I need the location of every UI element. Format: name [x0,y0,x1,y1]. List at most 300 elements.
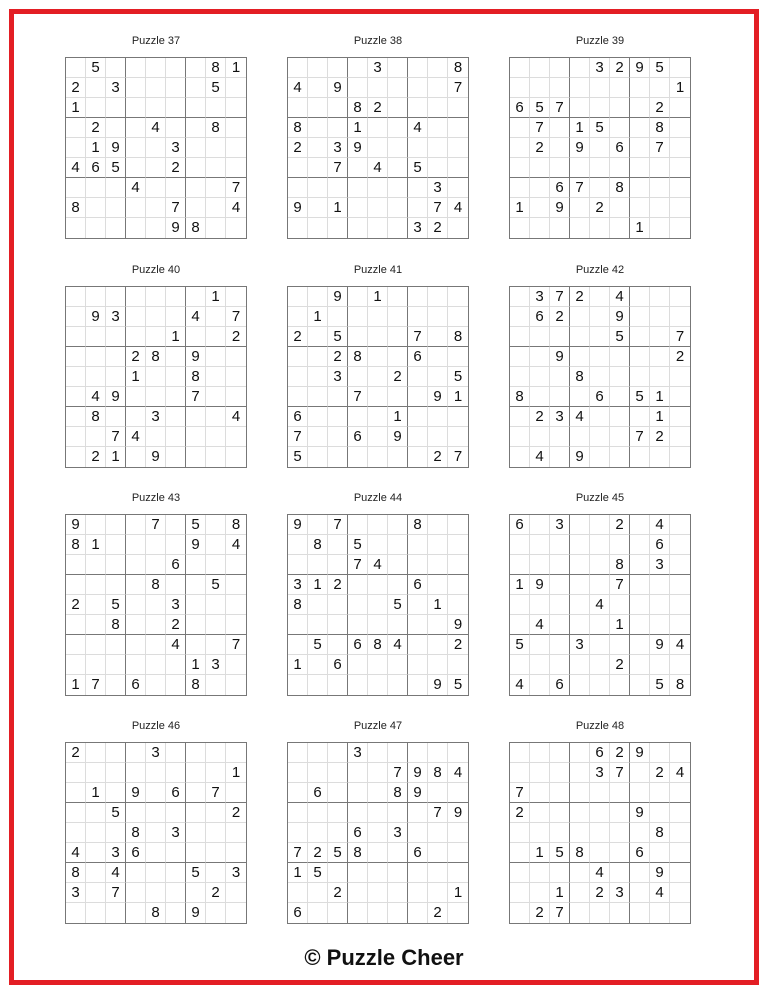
sudoku-cell[interactable]: 9 [650,635,670,655]
sudoku-cell[interactable] [650,158,670,178]
sudoku-cell[interactable] [650,595,670,615]
sudoku-cell[interactable] [126,803,146,823]
sudoku-cell[interactable] [570,575,590,595]
sudoku-cell[interactable]: 2 [530,903,550,923]
sudoku-cell[interactable] [106,743,126,763]
sudoku-cell[interactable] [550,118,570,138]
sudoku-cell[interactable] [226,555,246,575]
sudoku-cell[interactable] [388,327,408,347]
sudoku-cell[interactable] [328,98,348,118]
sudoku-cell[interactable]: 7 [288,843,308,863]
sudoku-cell[interactable] [206,387,226,407]
sudoku-cell[interactable] [550,655,570,675]
sudoku-cell[interactable]: 7 [670,327,690,347]
sudoku-cell[interactable]: 7 [550,287,570,307]
sudoku-cell[interactable]: 3 [590,58,610,78]
sudoku-cell[interactable] [126,327,146,347]
sudoku-cell[interactable]: 7 [226,307,246,327]
sudoku-cell[interactable] [226,903,246,923]
sudoku-cell[interactable]: 5 [308,635,328,655]
sudoku-cell[interactable]: 8 [206,58,226,78]
sudoku-cell[interactable] [106,515,126,535]
sudoku-cell[interactable] [288,58,308,78]
sudoku-cell[interactable]: 9 [448,615,468,635]
sudoku-cell[interactable] [368,307,388,327]
sudoku-cell[interactable] [66,118,86,138]
sudoku-cell[interactable] [126,447,146,467]
sudoku-cell[interactable] [670,883,690,903]
sudoku-cell[interactable] [630,138,650,158]
sudoku-cell[interactable] [106,903,126,923]
sudoku-cell[interactable]: 2 [428,903,448,923]
sudoku-cell[interactable] [670,387,690,407]
sudoku-cell[interactable] [670,407,690,427]
sudoku-cell[interactable]: 8 [126,823,146,843]
sudoku-cell[interactable]: 6 [308,783,328,803]
sudoku-cell[interactable] [510,615,530,635]
sudoku-cell[interactable]: 8 [675,676,685,693]
sudoku-cell[interactable]: 5 [630,387,650,407]
sudoku-cell[interactable] [186,78,206,98]
sudoku-cell[interactable] [186,595,206,615]
sudoku-cell[interactable]: 1 [388,407,408,427]
sudoku-cell[interactable] [126,903,146,923]
sudoku-cell[interactable]: 8 [146,347,166,367]
sudoku-cell[interactable] [590,903,610,923]
sudoku-cell[interactable] [408,287,428,307]
sudoku-cell[interactable] [510,158,530,178]
sudoku-cell[interactable] [368,863,388,883]
sudoku-cell[interactable]: 7 [530,118,550,138]
sudoku-cell[interactable] [428,843,448,863]
sudoku-cell[interactable] [428,78,448,98]
sudoku-cell[interactable]: 9 [126,783,146,803]
sudoku-cell[interactable] [510,595,530,615]
sudoku-cell[interactable]: 5 [590,118,610,138]
sudoku-cell[interactable] [388,515,408,535]
sudoku-cell[interactable] [348,198,368,218]
sudoku-cell[interactable] [368,675,388,695]
sudoku-cell[interactable] [106,178,126,198]
sudoku-cell[interactable]: 2 [328,575,348,595]
sudoku-cell[interactable]: 3 [166,823,186,843]
sudoku-cell[interactable] [570,218,590,238]
sudoku-cell[interactable] [206,595,226,615]
sudoku-cell[interactable] [146,307,166,327]
sudoku-cell[interactable] [630,575,650,595]
sudoku-cell[interactable] [86,883,106,903]
sudoku-cell[interactable] [630,883,650,903]
sudoku-cell[interactable] [126,307,146,327]
sudoku-cell[interactable] [428,98,448,118]
sudoku-cell[interactable] [328,615,348,635]
sudoku-cell[interactable] [650,78,670,98]
sudoku-cell[interactable] [550,218,570,238]
sudoku-cell[interactable] [288,98,308,118]
sudoku-cell[interactable] [630,447,650,467]
sudoku-cell[interactable] [146,535,166,555]
sudoku-cell[interactable] [166,307,186,327]
sudoku-cell[interactable] [448,178,468,198]
sudoku-cell[interactable] [186,555,206,575]
sudoku-cell[interactable] [388,138,408,158]
sudoku-cell[interactable]: 7 [570,178,590,198]
sudoku-cell[interactable] [106,347,126,367]
sudoku-cell[interactable] [408,675,428,695]
sudoku-cell[interactable] [388,655,408,675]
sudoku-cell[interactable] [348,595,368,615]
sudoku-cell[interactable] [206,198,226,218]
sudoku-cell[interactable] [166,407,186,427]
sudoku-cell[interactable]: 4 [388,635,408,655]
sudoku-cell[interactable] [670,575,690,595]
sudoku-cell[interactable]: 3 [590,763,610,783]
sudoku-cell[interactable] [550,763,570,783]
sudoku-cell[interactable]: 7 [86,675,106,695]
sudoku-cell[interactable]: 1 [186,655,206,675]
sudoku-cell[interactable]: 9 [186,347,206,367]
sudoku-cell[interactable] [348,218,368,238]
sudoku-cell[interactable] [126,58,146,78]
sudoku-cell[interactable] [186,447,206,467]
sudoku-cell[interactable] [570,863,590,883]
sudoku-cell[interactable] [408,58,428,78]
sudoku-cell[interactable] [408,743,428,763]
sudoku-cell[interactable] [288,615,308,635]
sudoku-cell[interactable] [610,595,630,615]
sudoku-cell[interactable] [630,287,650,307]
sudoku-cell[interactable] [348,863,368,883]
sudoku-cell[interactable]: 6 [610,138,630,158]
sudoku-cell[interactable] [630,555,650,575]
sudoku-cell[interactable]: 9 [166,218,186,238]
sudoku-cell[interactable] [348,575,368,595]
sudoku-cell[interactable] [348,158,368,178]
sudoku-cell[interactable] [530,743,550,763]
sudoku-cell[interactable] [166,883,186,903]
sudoku-cell[interactable] [570,535,590,555]
sudoku-cell[interactable] [106,367,126,387]
sudoku-cell[interactable]: 5 [308,863,328,883]
sudoku-cell[interactable] [206,427,226,447]
sudoku-cell[interactable] [448,535,468,555]
sudoku-cell[interactable] [388,158,408,178]
sudoku-cell[interactable] [448,575,468,595]
sudoku-cell[interactable] [368,535,388,555]
sudoku-cell[interactable]: 6 [126,675,146,695]
sudoku-cell[interactable] [610,675,630,695]
sudoku-cell[interactable] [106,783,126,803]
sudoku-cell[interactable]: 5 [550,843,570,863]
sudoku-cell[interactable] [126,615,146,635]
sudoku-cell[interactable] [630,347,650,367]
sudoku-cell[interactable]: 2 [650,763,670,783]
sudoku-cell[interactable] [630,178,650,198]
sudoku-cell[interactable] [530,823,550,843]
sudoku-cell[interactable] [348,655,368,675]
sudoku-cell[interactable] [670,515,690,535]
sudoku-cell[interactable]: 3 [428,178,448,198]
sudoku-cell[interactable] [610,347,630,367]
sudoku-cell[interactable] [448,118,468,138]
sudoku-cell[interactable]: 2 [126,347,146,367]
sudoku-cell[interactable]: 4 [66,158,86,178]
sudoku-cell[interactable] [308,118,328,138]
sudoku-cell[interactable] [146,327,166,347]
sudoku-cell[interactable] [550,823,570,843]
sudoku-cell[interactable] [530,387,550,407]
sudoku-cell[interactable] [570,347,590,367]
sudoku-cell[interactable] [570,58,590,78]
sudoku-cell[interactable] [226,367,246,387]
sudoku-cell[interactable]: 9 [146,447,166,467]
sudoku-cell[interactable] [186,198,206,218]
sudoku-cell[interactable] [670,118,690,138]
sudoku-cell[interactable]: 2 [226,327,246,347]
sudoku-cell[interactable] [146,158,166,178]
sudoku-cell[interactable] [448,823,468,843]
sudoku-cell[interactable]: 7 [226,178,246,198]
sudoku-cell[interactable]: 3 [106,78,126,98]
sudoku-cell[interactable] [348,367,368,387]
sudoku-cell[interactable] [530,347,550,367]
sudoku-cell[interactable] [166,863,186,883]
sudoku-cell[interactable] [368,743,388,763]
sudoku-cell[interactable]: 1 [630,218,650,238]
sudoku-cell[interactable]: 2 [288,138,308,158]
sudoku-cell[interactable]: 9 [86,307,106,327]
sudoku-cell[interactable]: 1 [670,78,690,98]
sudoku-cell[interactable] [226,427,246,447]
sudoku-cell[interactable] [206,347,226,367]
sudoku-cell[interactable] [226,883,246,903]
sudoku-cell[interactable] [368,883,388,903]
sudoku-cell[interactable] [288,555,308,575]
sudoku-cell[interactable] [670,843,690,863]
sudoku-cell[interactable] [86,555,106,575]
sudoku-cell[interactable]: 1 [570,118,590,138]
sudoku-cell[interactable]: 2 [670,347,690,367]
sudoku-cell[interactable] [66,58,86,78]
sudoku-cell[interactable] [308,427,328,447]
sudoku-cell[interactable] [106,575,126,595]
sudoku-cell[interactable]: 3 [288,575,308,595]
sudoku-cell[interactable] [650,903,670,923]
sudoku-cell[interactable] [328,595,348,615]
sudoku-cell[interactable] [166,287,186,307]
sudoku-cell[interactable] [206,863,226,883]
sudoku-cell[interactable]: 4 [408,118,428,138]
sudoku-cell[interactable] [670,595,690,615]
sudoku-cell[interactable] [308,515,328,535]
sudoku-cell[interactable] [550,327,570,347]
sudoku-cell[interactable] [630,903,650,923]
sudoku-cell[interactable] [388,447,408,467]
sudoku-cell[interactable] [226,78,246,98]
sudoku-cell[interactable] [146,98,166,118]
sudoku-cell[interactable] [550,575,570,595]
sudoku-cell[interactable] [590,178,610,198]
sudoku-cell[interactable] [388,555,408,575]
sudoku-cell[interactable]: 9 [348,138,368,158]
sudoku-cell[interactable] [448,307,468,327]
sudoku-cell[interactable] [530,58,550,78]
sudoku-cell[interactable]: 2 [530,407,550,427]
sudoku-cell[interactable] [166,675,186,695]
sudoku-cell[interactable]: 2 [86,447,106,467]
sudoku-cell[interactable] [570,327,590,347]
sudoku-cell[interactable] [408,78,428,98]
sudoku-cell[interactable] [448,218,468,238]
sudoku-cell[interactable] [106,655,126,675]
sudoku-cell[interactable] [590,635,610,655]
sudoku-cell[interactable]: 6 [166,555,186,575]
sudoku-cell[interactable] [86,635,106,655]
sudoku-cell[interactable]: 4 [86,387,106,407]
sudoku-cell[interactable] [590,843,610,863]
sudoku-cell[interactable]: 5 [86,58,106,78]
sudoku-cell[interactable]: 2 [650,427,670,447]
sudoku-cell[interactable] [86,595,106,615]
sudoku-cell[interactable] [590,427,610,447]
sudoku-cell[interactable]: 9 [448,803,468,823]
sudoku-cell[interactable]: 8 [66,198,86,218]
sudoku-cell[interactable] [570,158,590,178]
sudoku-cell[interactable] [126,575,146,595]
sudoku-cell[interactable] [308,655,328,675]
sudoku-cell[interactable] [368,763,388,783]
sudoku-cell[interactable]: 3 [650,555,670,575]
sudoku-cell[interactable] [66,427,86,447]
sudoku-cell[interactable] [146,783,166,803]
sudoku-cell[interactable] [368,447,388,467]
sudoku-cell[interactable]: 1 [288,655,308,675]
sudoku-cell[interactable]: 3 [530,287,550,307]
sudoku-cell[interactable]: 1 [328,198,348,218]
sudoku-cell[interactable] [590,615,610,635]
sudoku-cell[interactable] [368,407,388,427]
sudoku-cell[interactable] [206,98,226,118]
sudoku-cell[interactable]: 3 [166,138,186,158]
sudoku-cell[interactable]: 4 [590,595,610,615]
sudoku-cell[interactable] [126,763,146,783]
sudoku-cell[interactable]: 1 [288,863,308,883]
sudoku-cell[interactable] [610,218,630,238]
sudoku-cell[interactable] [308,178,328,198]
sudoku-cell[interactable] [348,803,368,823]
sudoku-cell[interactable] [530,675,550,695]
sudoku-cell[interactable] [186,783,206,803]
sudoku-cell[interactable] [670,803,690,823]
sudoku-cell[interactable] [206,903,226,923]
sudoku-cell[interactable] [630,118,650,138]
sudoku-cell[interactable]: 5 [388,595,408,615]
sudoku-cell[interactable] [186,883,206,903]
sudoku-cell[interactable]: 2 [66,743,86,763]
sudoku-cell[interactable] [368,803,388,823]
sudoku-cell[interactable] [388,575,408,595]
sudoku-cell[interactable] [428,655,448,675]
sudoku-cell[interactable] [630,535,650,555]
sudoku-cell[interactable] [630,783,650,803]
sudoku-cell[interactable] [610,427,630,447]
sudoku-cell[interactable] [670,555,690,575]
sudoku-cell[interactable] [86,218,106,238]
sudoku-cell[interactable]: 1 [448,883,468,903]
sudoku-cell[interactable]: 8 [66,535,86,555]
sudoku-cell[interactable] [66,555,86,575]
sudoku-cell[interactable] [288,367,308,387]
sudoku-cell[interactable] [86,367,106,387]
sudoku-cell[interactable] [328,903,348,923]
sudoku-cell[interactable] [86,98,106,118]
sudoku-cell[interactable]: 9 [106,138,126,158]
sudoku-cell[interactable] [348,58,368,78]
sudoku-cell[interactable] [570,78,590,98]
sudoku-cell[interactable]: 1 [226,58,246,78]
sudoku-cell[interactable]: 7 [428,198,448,218]
sudoku-cell[interactable] [550,783,570,803]
sudoku-cell[interactable]: 6 [510,98,530,118]
sudoku-cell[interactable] [288,635,308,655]
sudoku-cell[interactable]: 4 [510,675,530,695]
sudoku-cell[interactable] [308,367,328,387]
sudoku-cell[interactable]: 1 [206,287,226,307]
sudoku-cell[interactable]: 6 [550,675,570,695]
sudoku-cell[interactable]: 6 [348,823,368,843]
sudoku-cell[interactable] [610,387,630,407]
sudoku-cell[interactable] [448,783,468,803]
sudoku-cell[interactable] [66,287,86,307]
sudoku-cell[interactable] [408,615,428,635]
sudoku-cell[interactable] [650,198,670,218]
sudoku-cell[interactable] [530,783,550,803]
sudoku-cell[interactable] [428,287,448,307]
sudoku-cell[interactable] [610,903,630,923]
sudoku-cell[interactable] [630,158,650,178]
sudoku-cell[interactable] [368,843,388,863]
sudoku-cell[interactable] [146,635,166,655]
sudoku-cell[interactable] [86,327,106,347]
sudoku-cell[interactable]: 4 [146,118,166,138]
sudoku-cell[interactable] [308,138,328,158]
sudoku-cell[interactable]: 2 [328,883,348,903]
sudoku-cell[interactable]: 4 [670,763,690,783]
sudoku-cell[interactable] [650,655,670,675]
sudoku-cell[interactable]: 8 [146,903,166,923]
sudoku-cell[interactable]: 4 [226,535,246,555]
sudoku-cell[interactable]: 1 [106,447,126,467]
sudoku-cell[interactable] [328,427,348,447]
sudoku-cell[interactable] [530,635,550,655]
sudoku-cell[interactable]: 4 [570,407,590,427]
sudoku-cell[interactable] [388,218,408,238]
sudoku-cell[interactable] [328,763,348,783]
sudoku-cell[interactable] [226,118,246,138]
sudoku-cell[interactable]: 4 [448,763,468,783]
sudoku-cell[interactable]: 5 [106,803,126,823]
sudoku-cell[interactable] [166,515,186,535]
sudoku-cell[interactable] [226,387,246,407]
sudoku-cell[interactable] [146,883,166,903]
sudoku-cell[interactable] [126,138,146,158]
sudoku-cell[interactable]: 8 [570,367,590,387]
sudoku-cell[interactable] [186,427,206,447]
sudoku-cell[interactable] [428,863,448,883]
sudoku-cell[interactable] [530,595,550,615]
sudoku-cell[interactable] [186,287,206,307]
sudoku-cell[interactable] [186,763,206,783]
